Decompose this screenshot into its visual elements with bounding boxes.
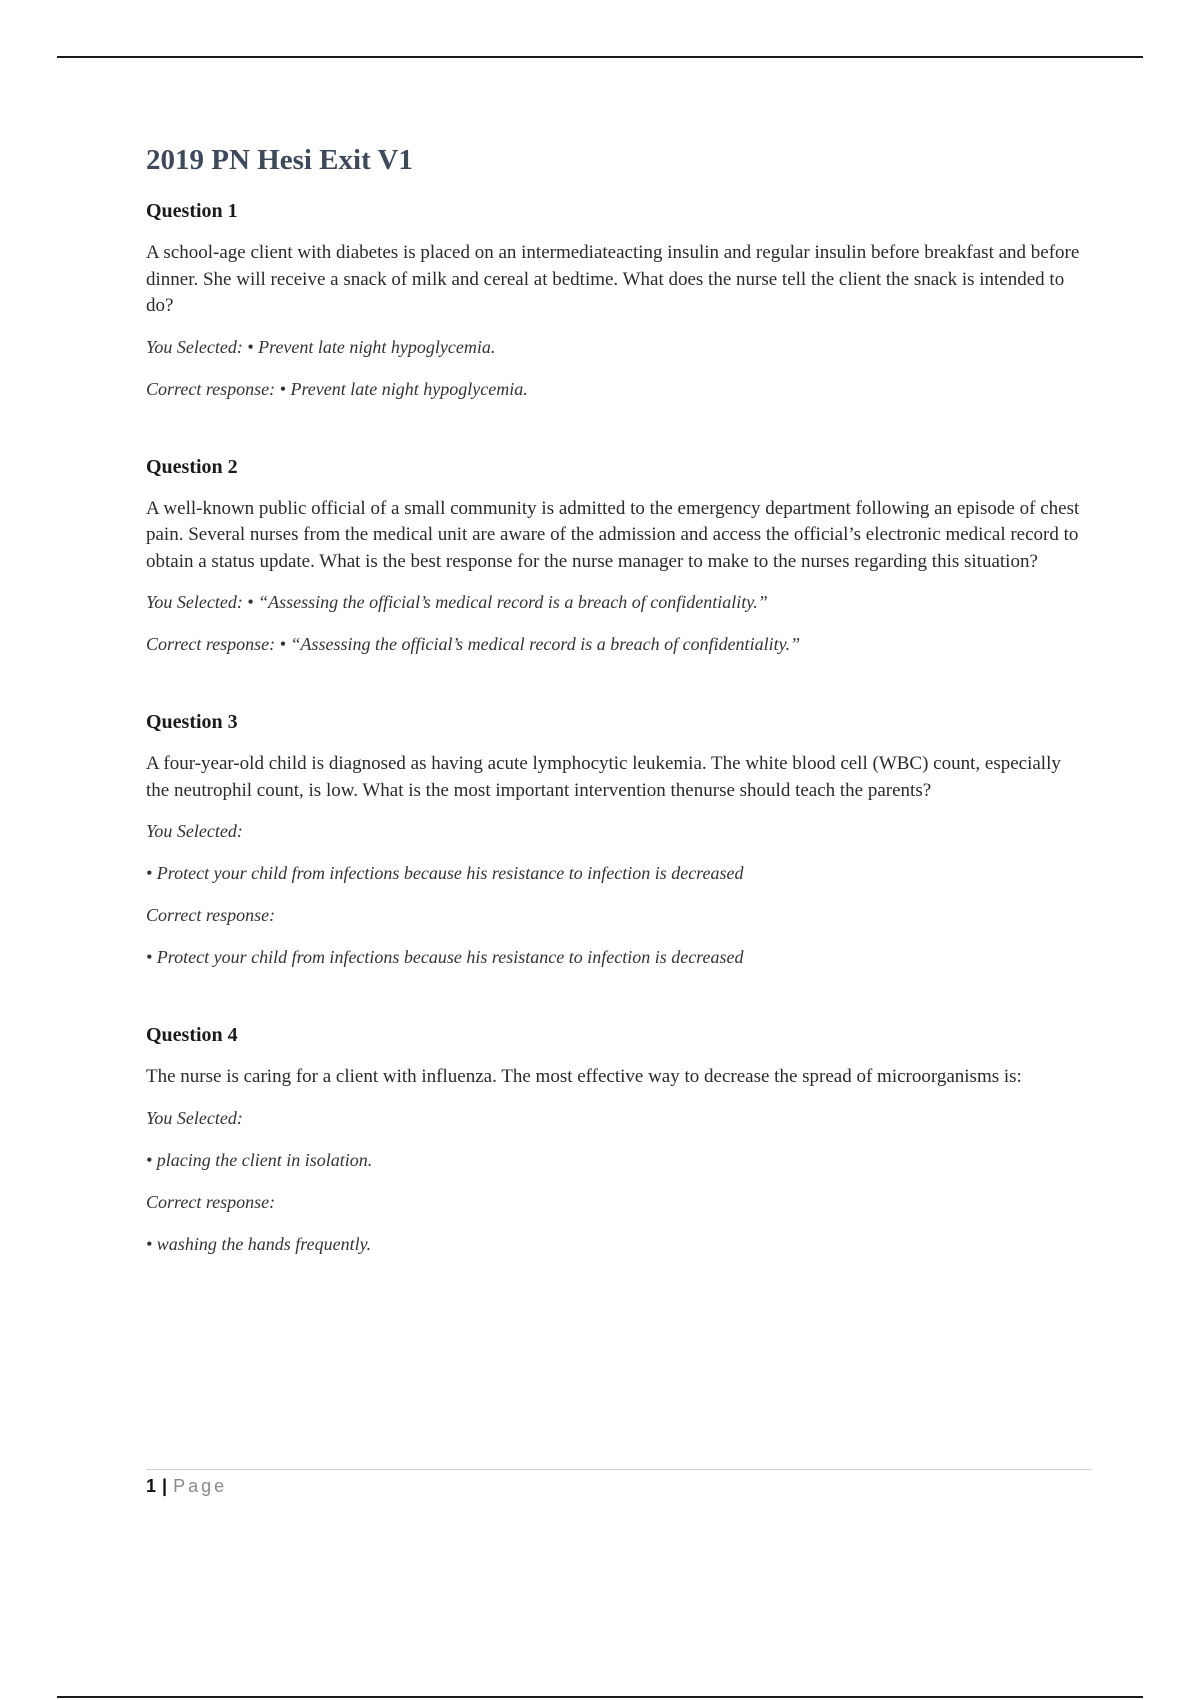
header-rule — [57, 56, 1143, 58]
correct-label: Correct response: — [146, 1191, 276, 1212]
question-text: A well-known public official of a small community is admitted to the emergency department following an episode of chest pain. Several nurses from the medical unit are aware of the admission and access the official’s electronic medical record to obtain a status update. What is the best response for the nurse manager to make to the nurses regarding this situation? — [146, 497, 1080, 572]
question-heading: Question 2 — [146, 455, 238, 478]
question-heading: Question 1 — [146, 200, 238, 222]
correct-answer: • washing the hands frequently. — [146, 1233, 372, 1254]
question-heading: Question 4 — [146, 1024, 238, 1046]
selected-answer: • placing the client in isolation. — [146, 1149, 373, 1170]
footer-rule — [57, 1696, 1143, 1698]
question-text: The nurse is caring for a client with influenza. The most effective way to decrease the spread of microorganisms is: — [146, 1066, 1022, 1087]
page-number: 1 — [146, 1476, 157, 1496]
question-3 — [146, 709, 1086, 970]
correct-answer: • Protect your child from infections because his resistance to infection is decreased — [146, 947, 744, 967]
correct-answer: Correct response: • Prevent late night hypoglycemia. — [146, 378, 528, 399]
selected-label: You Selected: — [146, 821, 243, 841]
selected-label: You Selected: — [146, 1107, 243, 1128]
question-4 — [146, 1022, 1086, 1257]
page-word: Page — [173, 1476, 228, 1496]
correct-answer: Correct response: • “Assessing the official’s medical record is a breach of confidentiality.” — [146, 634, 801, 654]
selected-answer: You Selected: • “Assessing the official’s medical record is a breach of confidentiality.” — [146, 592, 768, 612]
document-body — [146, 140, 1086, 1273]
question-text: A school-age client with diabetes is placed on an intermediateacting insulin and regular insulin before breakfast and before dinner. She will receive a snack of milk and cereal at bedtime. What does the nurse tell the client the snack is intended to do? — [146, 242, 1080, 316]
page-separator: | — [162, 1476, 168, 1496]
question-1 — [146, 198, 1086, 402]
question-text: A four-year-old child is diagnosed as having acute lymphocytic leukemia. The white blood cell (WBC) count, especially the neutrophil count, is low. What is the most important intervention thenurse should teach the parents? — [146, 753, 1061, 801]
selected-answer: You Selected: • Prevent late night hypoglycemia. — [146, 336, 496, 357]
question-2 — [146, 454, 1086, 658]
correct-label: Correct response: — [146, 905, 276, 925]
page-footer — [146, 1469, 1092, 1498]
document-title: 2019 PN Hesi Exit V1 — [146, 144, 413, 176]
question-heading: Question 3 — [146, 711, 238, 733]
selected-answer: • Protect your child from infections because his resistance to infection is decreased — [146, 863, 744, 883]
